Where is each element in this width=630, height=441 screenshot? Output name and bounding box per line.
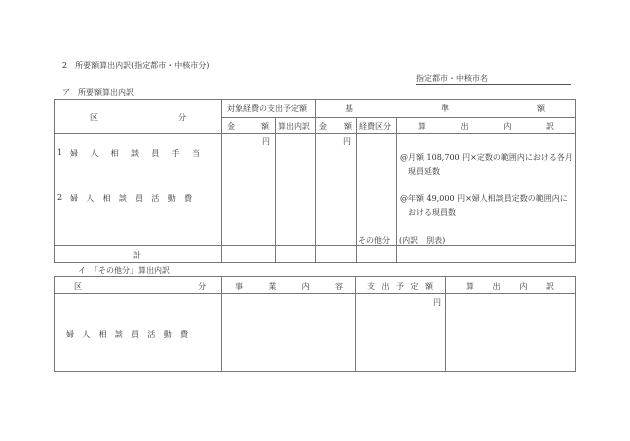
header-planned: 支 出 予 定 額 xyxy=(367,282,433,291)
yen-unit: 円 xyxy=(343,137,351,146)
header-standard-amount: 基 準 額 xyxy=(345,104,545,113)
calc-line: 現員延数 xyxy=(408,167,440,176)
header-std-amount: 金 額 xyxy=(319,122,352,131)
header-std-calc: 算 出 内 訳 xyxy=(418,122,554,131)
section-b-title: イ 「その他分」算出内訳 xyxy=(78,266,170,275)
header-target-expense: 対象経費の支出予定額 xyxy=(227,104,307,113)
header-calc: 算 出 内 訳 xyxy=(466,282,554,291)
yen-unit: 円 xyxy=(433,298,441,307)
calc-line: @月額 108,700 円×定数の範囲内における各月 xyxy=(400,153,573,162)
city-name-underline[interactable] xyxy=(416,84,571,85)
header-amount: 金 額 xyxy=(227,122,269,131)
other-calc: (内訳 別表) xyxy=(399,236,446,245)
row-name: 婦 人 相 談 員 活 動 費 xyxy=(66,330,188,339)
calc-line: @年額 49,000 円×婦人相談員定数の範囲内に xyxy=(400,194,568,203)
header-category: 区 分 xyxy=(74,282,206,291)
header-calc-breakdown: 算出内訳 xyxy=(278,122,310,131)
section-a-title: ア 所要額算出内訳 xyxy=(62,88,134,97)
yen-unit: 円 xyxy=(262,137,270,146)
total-label: 計 xyxy=(133,251,141,260)
row-name: 婦 人 相 談 員 活 動 費 xyxy=(70,194,192,203)
city-name-label: 指定都市・中核市名 xyxy=(416,74,488,83)
section-heading: 2 所要額算出内訳(指定都市・中核市分) xyxy=(62,61,210,70)
other-class: その他分 xyxy=(358,236,390,245)
header-category: 区 分 xyxy=(90,113,186,122)
header-content: 事 業 内 容 xyxy=(235,282,343,291)
header-expense-class: 経費区分 xyxy=(359,122,391,131)
calc-line: おける現員数 xyxy=(408,208,456,217)
row-name: 婦 人 相 談 員 手 当 xyxy=(70,149,200,158)
